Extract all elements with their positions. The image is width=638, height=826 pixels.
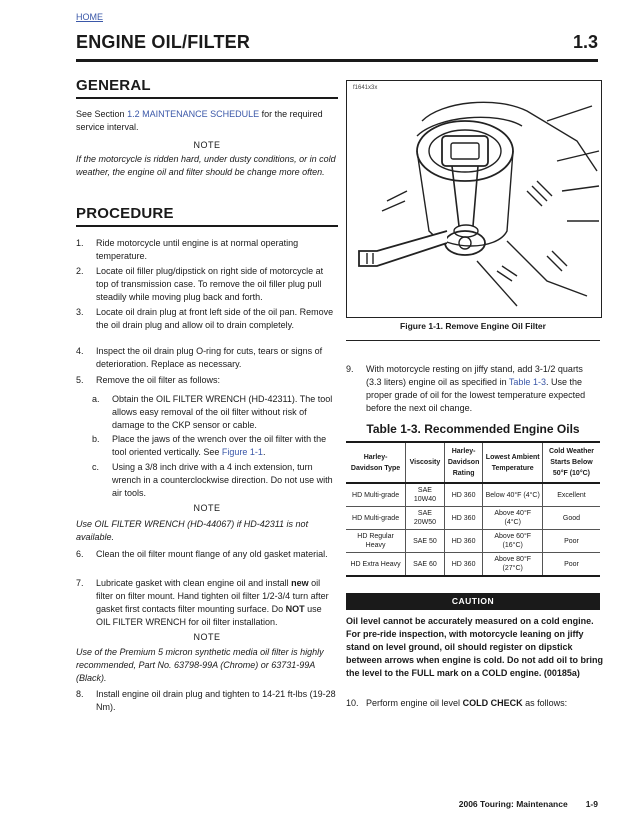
general-text-before: See Section bbox=[76, 109, 125, 119]
step-text bbox=[366, 697, 600, 710]
note-text: Use of the Premium 5 micron synthetic media oil filter is highly recommended, Part No. 63798-99A (Chrome) or 63731-99A (Black). bbox=[76, 647, 324, 683]
substep-text: Obtain the OIL FILTER WRENCH (HD-42311). The tool allows easy removal of the oil filter without risk of damage to the CKP sensor or cable. bbox=[112, 394, 333, 430]
table-cell: HD Multi-grade bbox=[346, 483, 406, 507]
note-text: If the motorcycle is ridden hard, under dusty conditions, or in cold weather, the engine oil and filter should be change more often. bbox=[76, 154, 336, 177]
general-paragraph bbox=[76, 108, 338, 134]
table-cell: Above 60°F (16°C) bbox=[483, 530, 542, 553]
table-row bbox=[346, 483, 600, 507]
step-text-after: as follows: bbox=[525, 698, 568, 708]
table-cell: HD 360 bbox=[444, 507, 483, 530]
table-cell: Good bbox=[542, 507, 600, 530]
procedure-substep bbox=[92, 433, 338, 459]
procedure-rule bbox=[76, 225, 338, 227]
footer-page-number: 1-9 bbox=[585, 799, 598, 809]
procedure-substep bbox=[92, 461, 338, 500]
substep-text bbox=[112, 433, 338, 459]
column-header: Viscosity bbox=[406, 442, 445, 483]
general-heading: GENERAL bbox=[76, 77, 151, 94]
step-number: 4. bbox=[76, 346, 84, 356]
step-text-after: . Use the proper grade of oil for the lowest temperature expected before the next oil change. bbox=[366, 377, 586, 413]
table-cell: HD 360 bbox=[444, 483, 483, 507]
procedure-substep bbox=[92, 393, 338, 432]
table-cell: Poor bbox=[542, 530, 600, 553]
home-link[interactable]: HOME bbox=[76, 12, 103, 22]
section-number: 1.3 bbox=[572, 32, 598, 52]
table-cell: Above 40°F (4°C) bbox=[483, 507, 542, 530]
step-text-bold: new bbox=[291, 578, 309, 588]
table-cell: SAE 50 bbox=[406, 530, 445, 553]
step-text bbox=[366, 363, 600, 415]
step-text: Install engine oil drain plug and tighten to 14-21 ft-lbs (19-28 Nm). bbox=[96, 689, 336, 712]
procedure-step bbox=[76, 306, 338, 332]
substep-letter: b. bbox=[92, 434, 100, 444]
table-cell: SAE 10W40 bbox=[406, 483, 445, 507]
substep-text: Using a 3/8 inch drive with a 4 inch extension, turn wrench in a counterclockwise direction. Do not use with air tools. bbox=[112, 462, 333, 498]
table-row bbox=[346, 553, 600, 577]
procedure-step bbox=[76, 374, 338, 387]
note-label: NOTE bbox=[193, 140, 221, 150]
table-cell: Below 40°F (4°C) bbox=[483, 483, 542, 507]
table-header-row bbox=[346, 442, 600, 483]
caution-text bbox=[346, 615, 604, 680]
table-title: Table 1-3. Recommended Engine Oils bbox=[366, 422, 580, 436]
oil-filter-wrench-illustration bbox=[347, 81, 601, 317]
figure-rule bbox=[346, 340, 600, 341]
step-number: 8. bbox=[76, 689, 84, 699]
procedure-step bbox=[76, 237, 338, 263]
table-cell: SAE 20W50 bbox=[406, 507, 445, 530]
step-text bbox=[96, 577, 338, 629]
step-text: Locate oil filler plug/dipstick on right side of motorcycle at top of transmission case. To remove the oil filler plug pull steadily while moving plug back and forth. bbox=[96, 266, 324, 302]
caution-banner: CAUTION bbox=[346, 593, 600, 610]
table-cell: Poor bbox=[542, 553, 600, 577]
table-cell: HD Extra Heavy bbox=[346, 553, 406, 577]
figure-id: f1641x3x bbox=[353, 85, 378, 91]
substep-letter: a. bbox=[92, 394, 100, 404]
step-number: 5. bbox=[76, 375, 84, 385]
step-text: Locate oil drain plug at front left side of the oil pan. Remove the oil drain plug and allow oil to drain completely. bbox=[96, 307, 334, 330]
table-cell: HD 360 bbox=[444, 553, 483, 577]
footer-book-title: 2006 Touring: Maintenance bbox=[458, 799, 568, 809]
table-link[interactable]: Table 1-3 bbox=[508, 377, 546, 387]
column-header: Cold Weather Starts Below 50°F (10°C) bbox=[542, 442, 600, 483]
step-text: Inspect the oil drain plug O-ring for cuts, tears or signs of deterioration. Replace as necessary. bbox=[96, 346, 323, 369]
header-rule bbox=[76, 59, 598, 62]
step-text-bold: COLD CHECK bbox=[462, 698, 523, 708]
step-number: 10. bbox=[346, 698, 359, 708]
table-cell: SAE 60 bbox=[406, 553, 445, 577]
substep-letter: c. bbox=[92, 462, 100, 472]
column-header: Lowest Ambient Temperature bbox=[483, 442, 542, 483]
table-row bbox=[346, 530, 600, 553]
step-text-part: Lubricate gasket with clean engine oil and install bbox=[96, 578, 289, 588]
maintenance-schedule-link[interactable]: 1.2 MAINTENANCE SCHEDULE bbox=[127, 109, 260, 119]
step-number: 6. bbox=[76, 549, 84, 559]
table-cell: HD 360 bbox=[444, 530, 483, 553]
procedure-step bbox=[346, 697, 600, 710]
step-text-before: With motorcycle resting on jiffy stand, add 3-1/2 quarts (3.3 liters) engine oil as specified in bbox=[366, 364, 583, 387]
general-rule bbox=[76, 97, 338, 99]
table-cell: Excellent bbox=[542, 483, 600, 507]
procedure-step bbox=[76, 577, 338, 629]
general-text-after: for the required service interval. bbox=[76, 109, 323, 132]
table-row bbox=[346, 507, 600, 530]
caution-message: Oil level cannot be accurately measured on a cold engine. For pre-ride inspection, with motorcycle leaning on jiffy stand on level ground, oil should register on dipstick between arrows when engine is cold. Do not add oil to bring the level to the FULL mark on a COLD engine. bbox=[346, 616, 604, 678]
step-text-bold: NOT bbox=[285, 604, 305, 614]
table-cell: HD Multi-grade bbox=[346, 507, 406, 530]
step-text-before: Perform engine oil level bbox=[366, 698, 461, 708]
step-number: 3. bbox=[76, 307, 84, 317]
procedure-step bbox=[76, 548, 338, 561]
table-cell: HD Regular Heavy bbox=[346, 530, 406, 553]
note-text: Use OIL FILTER WRENCH (HD-44067) if HD-42311 is not available. bbox=[76, 519, 309, 542]
oil-filter-figure bbox=[346, 80, 602, 318]
procedure-step bbox=[346, 363, 600, 415]
step-text: Clean the oil filter mount flange of any old gasket material. bbox=[96, 549, 328, 559]
figure-caption: Figure 1-1. Remove Engine Oil Filter bbox=[400, 321, 546, 331]
step-text: Remove the oil filter as follows: bbox=[96, 375, 221, 385]
procedure-step bbox=[76, 265, 338, 304]
recommended-oils-table bbox=[346, 441, 600, 577]
procedure-heading: PROCEDURE bbox=[76, 205, 174, 222]
figure-link[interactable]: Figure 1-1 bbox=[221, 447, 263, 457]
table-cell: Above 80°F (27°C) bbox=[483, 553, 542, 577]
step-number: 1. bbox=[76, 238, 84, 248]
step-text-part: use OIL FILTER WRENCH for oil filter installation. bbox=[96, 604, 322, 627]
note-label: NOTE bbox=[193, 632, 221, 642]
step-number: 9. bbox=[346, 364, 354, 374]
substep-text-after: . bbox=[262, 447, 266, 457]
caution-code: (00185a) bbox=[543, 668, 580, 678]
procedure-step bbox=[76, 688, 338, 714]
step-number: 7. bbox=[76, 578, 84, 588]
page-footer bbox=[459, 799, 598, 809]
procedure-step bbox=[76, 345, 338, 371]
substep-text-before: Place the jaws of the wrench over the oil filter with the tool oriented vertically. See bbox=[112, 434, 327, 457]
column-header: Harley-Davidson Rating bbox=[444, 442, 483, 483]
step-number: 2. bbox=[76, 266, 84, 276]
step-text-part: oil filter on filter mount. Hand tighten oil filter 1/2-3/4 turn after gasket first contacts filter mounting surface. Do bbox=[96, 578, 329, 614]
step-text: Ride motorcycle until engine is at normal operating temperature. bbox=[96, 238, 299, 261]
column-header: Harley-Davidson Type bbox=[346, 442, 406, 483]
page-title: ENGINE OIL/FILTER bbox=[76, 32, 251, 52]
note-label: NOTE bbox=[193, 503, 221, 513]
